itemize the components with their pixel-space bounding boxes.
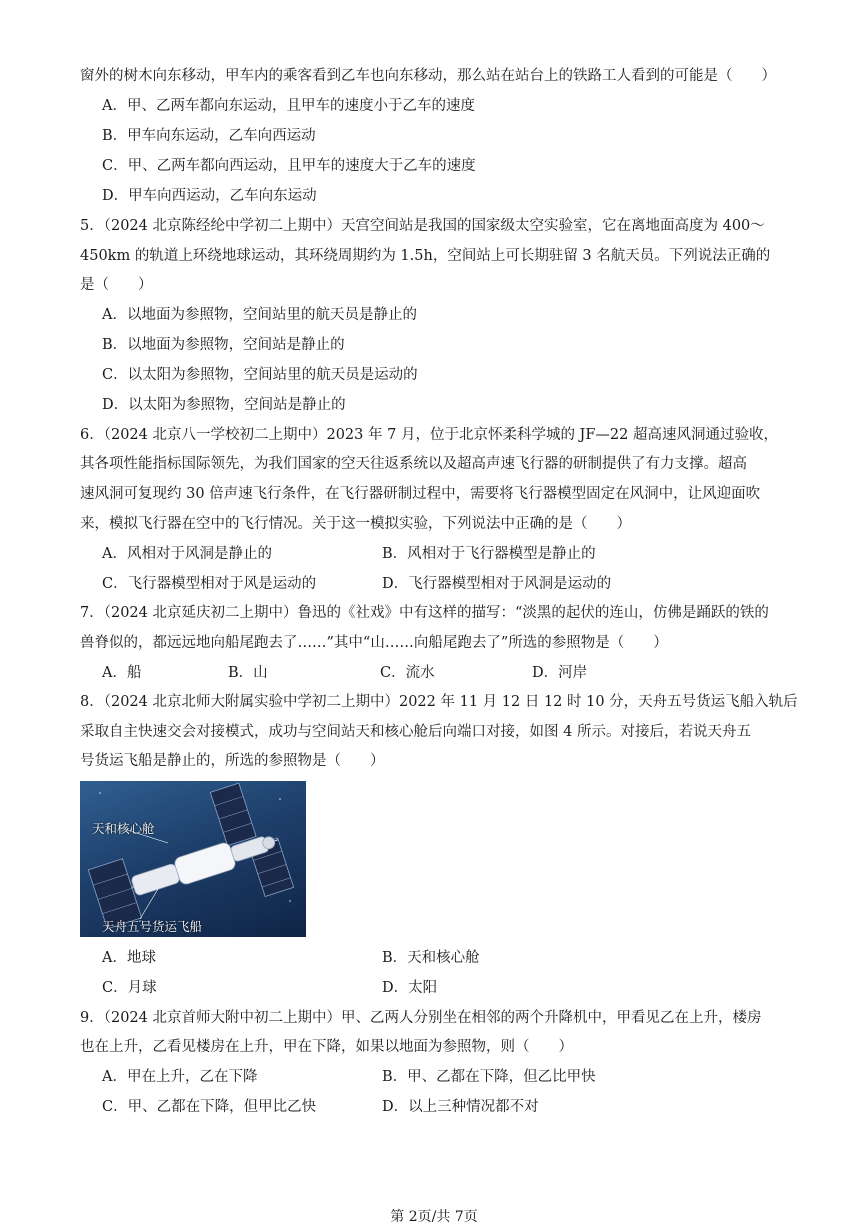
q7-option-d: D．河岸: [532, 665, 588, 681]
q6-stem-line-4: 来，模拟飞行器在空中的飞行情况。关于这一模拟实验，下列说法中正确的是（ ）: [80, 516, 631, 532]
q9-option-d: D．以上三种情况都不对: [382, 1099, 539, 1115]
q9-option-c: C．甲、乙都在下降，但甲比乙快: [102, 1099, 317, 1115]
q4-option-c: C．甲、乙两车都向西运动，且甲车的速度大于乙车的速度: [102, 158, 476, 174]
q5-option-c: C．以太阳为参照物，空间站里的航天员是运动的: [102, 367, 418, 383]
q7-option-b: B．山: [228, 665, 268, 681]
q8-option-b: B．天和核心舱: [382, 950, 480, 966]
q9-stem-line-1: 9．（2024 北京首师大附中初二上期中）甲、乙两人分别坐在相邻的两个升降机中，甲看见乙在上升，楼房: [80, 1010, 762, 1026]
q7-stem-line-1: 7．（2024 北京延庆初二上期中）鲁迅的《社戏》中有这样的描写：“淡黑的起伏的连山，仿佛是踊跃的铁的: [80, 605, 769, 621]
q4-option-d: D．甲车向西运动，乙车向东运动: [102, 188, 317, 204]
q8-stem-line-3: 号货运飞船是静止的，所选的参照物是（ ）: [80, 753, 385, 769]
q6-stem-line-3: 速风洞可复现约 30 倍声速飞行条件，在飞行器研制过程中，需要将飞行器模型固定在风洞中，让风迎面吹: [80, 486, 761, 502]
q8-option-d: D．太阳: [382, 980, 438, 996]
q8-stem-line-2: 采取自主快速交会对接模式，成功与空间站天和核心舱后向端口对接，如图 4 所示。对接后，若说天舟五: [80, 724, 751, 740]
label-tianhe-core-module: 天和核心舱: [92, 821, 155, 836]
q7-option-c: C．流水: [380, 665, 435, 681]
label-tianzhou-5-cargo-ship: 天舟五号货运飞船: [102, 919, 203, 934]
page-number-footer: 第 2页/共 7页: [390, 1209, 478, 1225]
q5-stem-line-1: 5．（2024 北京陈经纶中学初二上期中）天宫空间站是我国的国家级太空实验室，它在离地面高度为 400～: [80, 218, 765, 234]
q6-option-b: B．风相对于飞行器模型是静止的: [382, 546, 596, 562]
q5-option-a: A．以地面为参照物，空间站里的航天员是静止的: [102, 307, 417, 323]
q9-stem-line-2: 也在上升，乙看见楼房在上升，甲在下降，如果以地面为参照物，则（ ）: [80, 1039, 573, 1055]
q4-stem-tail: 窗外的树木向东移动，甲车内的乘客看到乙车也向东移动，那么站在站台上的铁路工人看到的可能是（ ）: [80, 68, 776, 84]
q5-option-b: B．以地面为参照物，空间站是静止的: [102, 337, 345, 353]
q8-stem-line-1: 8．（2024 北京北师大附属实验中学初二上期中）2022 年 11 月 12 日 12 时 10 分，天舟五号货运飞船入轨后: [80, 694, 798, 710]
space-station-illustration: [80, 781, 306, 937]
q5-stem-line-2: 450km 的轨道上环绕地球运动，其环绕周期约为 1.5h，空间站上可长期驻留 3 名航天员。下列说法正确的: [80, 248, 771, 264]
q5-option-d: D．以太阳为参照物，空间站是静止的: [102, 397, 346, 413]
q4-option-b: B．甲车向东运动，乙车向西运动: [102, 128, 316, 144]
q6-option-a: A．风相对于风洞是静止的: [102, 546, 272, 562]
q9-option-b: B．甲、乙都在下降，但乙比甲快: [382, 1069, 596, 1085]
q9-option-a: A．甲在上升，乙在下降: [102, 1069, 258, 1085]
q6-option-c: C．飞行器模型相对于风是运动的: [102, 576, 317, 592]
q4-option-a: A．甲、乙两车都向东运动，且甲车的速度小于乙车的速度: [102, 98, 475, 114]
space-station-figure: [80, 781, 306, 937]
q8-option-a: A．地球: [102, 950, 156, 966]
q6-option-d: D．飞行器模型相对于风洞是运动的: [382, 576, 612, 592]
q7-stem-line-2: 兽脊似的，都远远地向船尾跑去了……”其中“山……向船尾跑去了”所选的参照物是（ ）: [80, 635, 668, 651]
q7-option-a: A．船: [102, 665, 142, 681]
q6-stem-line-1: 6．（2024 北京八一学校初二上期中）2023 年 7 月，位于北京怀柔科学城的 JF—22 超高速风洞通过验收，: [80, 427, 778, 443]
q5-stem-line-3: 是（ ）: [80, 277, 153, 293]
q8-option-c: C．月球: [102, 980, 157, 996]
q6-stem-line-2: 其各项性能指标国际领先，为我们国家的空天往返系统以及超高声速飞行器的研制提供了有力支撑。超高: [80, 456, 747, 472]
